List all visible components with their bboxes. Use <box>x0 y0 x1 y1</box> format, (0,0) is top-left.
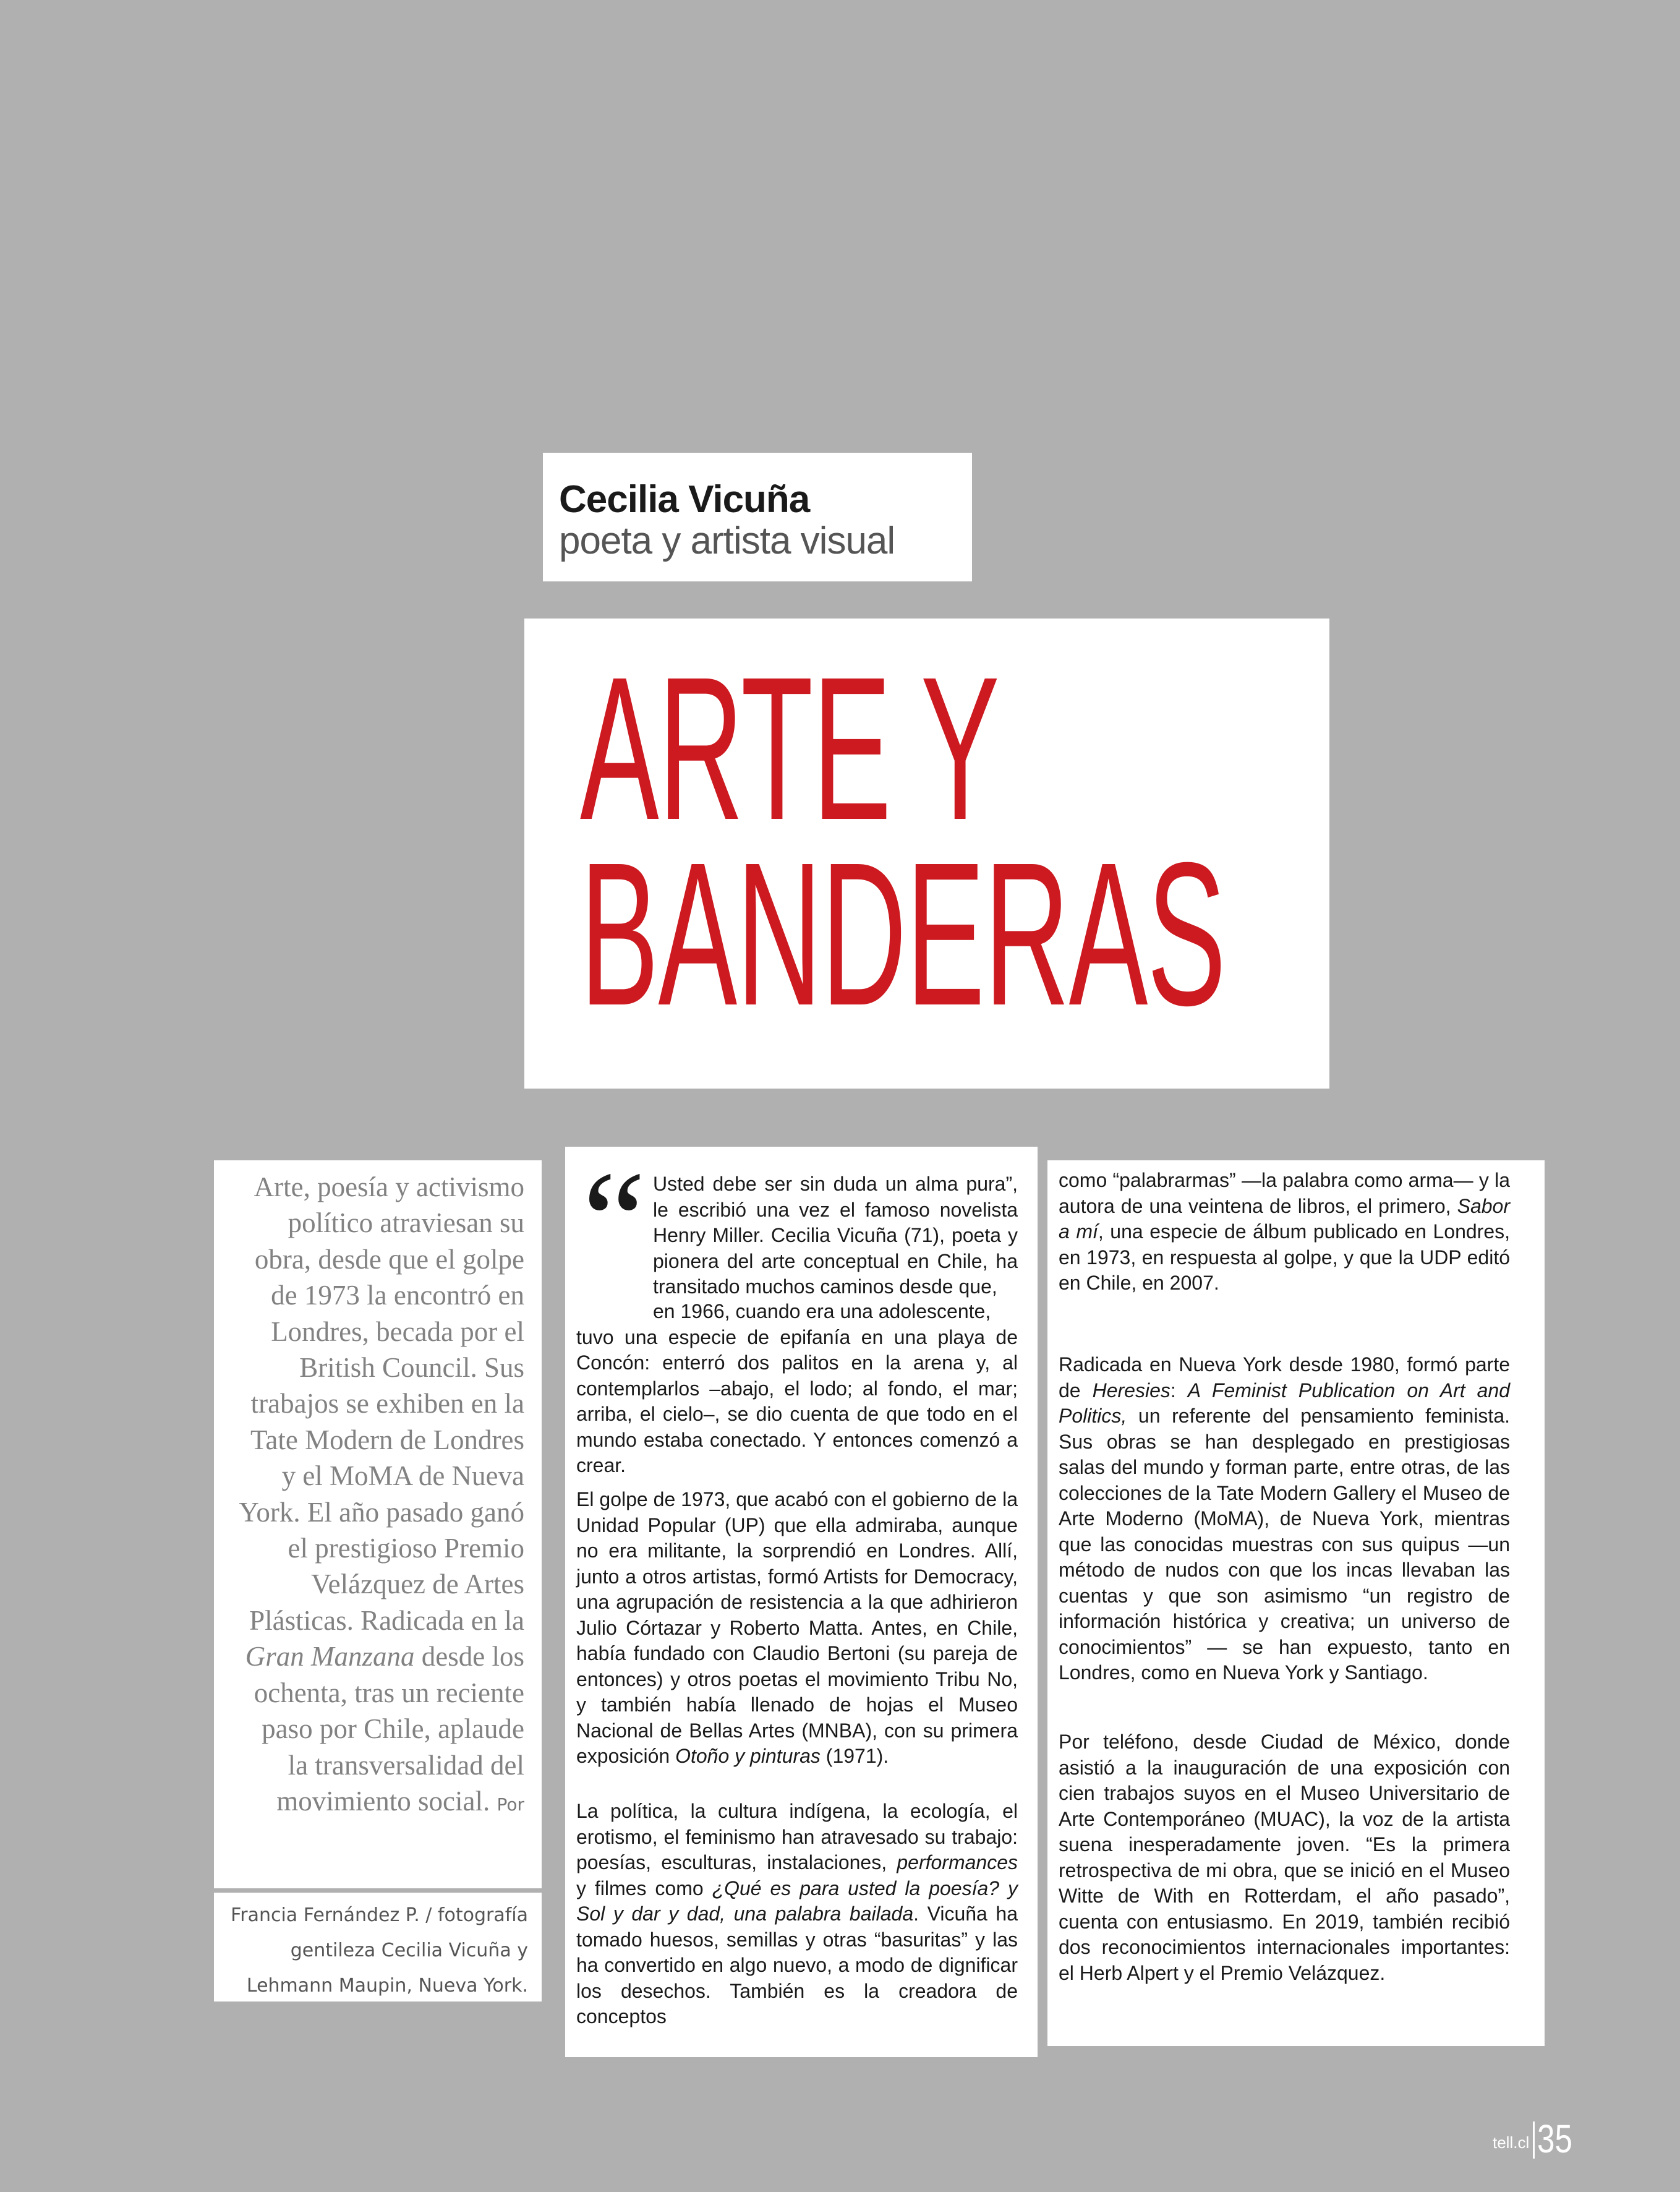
lead-paragraph <box>237 1169 524 1823</box>
byline-por: Por <box>497 1794 524 1815</box>
p2-italic: Otoño y pinturas <box>675 1745 821 1767</box>
quote-mark-icon: “ <box>582 1142 646 1299</box>
p3-text-2: y filmes como <box>576 1877 712 1899</box>
credit-line: gentileza Cecilia Vicuña y <box>290 1940 528 1961</box>
lead-card <box>214 1160 542 1888</box>
paragraph-1b-indent: en 1966, cuando era una adolescente, <box>653 1300 991 1322</box>
p3-text-3: . Vicuña ha tomado huesos, semillas y otras “basuritas” y las ha convertido en algo nuevo, a modo de dignificar los desechos. También es la creadora de conceptos <box>576 1903 1018 2027</box>
p5-colon: : <box>1170 1379 1188 1402</box>
page-footer <box>1493 2115 1581 2159</box>
p4-italic: Sabor a mí <box>1059 1194 1510 1243</box>
paragraph-6: Por teléfono, desde Ciudad de México, donde asistió a la inauguración de una exposición con cien trabajos suyos en el Museo Universitario de Arte Contemporáneo (MUAC), la voz de la artista suena inesperadamente joven. “Es la primera retrospectiva de mi obra, que se inició en el Museo Witte de With en Rotterdam, el año pasado”, cuenta con entusiasmo. En 2019, también recibió dos reconocimientos internacionales importantes: el Herb Alpert y el Premio Velázquez. <box>1059 1731 1510 1984</box>
p5-text-end: un referente del pensamiento feminista. Sus obras se han desplegado en prestigiosas salas del mundo y forman parte, entre otras, de las colecciones de la Tate Modern Gallery el Museo de Arte Moderno (MoMA), de Nueva York, mientras que las conocidas muestras con sus quipus —un método de nudos con que los incas llevaban las cuentas y que son asimismo “un registro de información histórica y creativa; un universo de conocimientos” — se han expuesto, tanto en Londres, como en Nueva York y Santiago. <box>1059 1405 1510 1684</box>
headline-line-2: BANDERAS <box>580 820 1226 1048</box>
paragraph-2 <box>576 1487 1018 1770</box>
article-column-2 <box>565 1142 1038 2057</box>
lead-text-italic: Gran Manzana <box>245 1641 415 1672</box>
paragraph-1b-text: tuvo una especie de epifanía en una playa de Concón: enterró dos palitos en la arena y, al contemplarlos –abajo, el lodo; al fondo, el mar; arriba, el cielo–, se dio cuenta de que todo en el mundo estaba conectado. Y entonces comenzó a crear. <box>576 1325 1018 1476</box>
credit-line: Lehmann Maupin, Nueva York. <box>246 1975 528 1997</box>
paragraph-1a: Usted debe ser sin duda un alma pura”, le escribió una vez el famoso novelista Henry Miller. Cecilia Vicuña (71), poeta y pionera del arte conceptual en Chile, ha transitado muchos caminos desde que, <box>653 1173 1018 1298</box>
p4-text: como “palabrarmas” —la palabra como arma— y la autora de una veintena de libros, el primero, <box>1059 1169 1510 1217</box>
headline-line-1: ARTE Y <box>580 634 999 862</box>
photo-credit <box>214 1898 528 2003</box>
p3-italic-1: performances <box>897 1851 1018 1873</box>
footer-divider <box>1533 2121 1535 2159</box>
footer-site: tell.cl <box>1493 2133 1530 2152</box>
name-card <box>543 453 972 581</box>
credit-card <box>214 1893 542 2001</box>
paragraph-5 <box>1059 1352 1510 1686</box>
person-name: Cecilia Vicuña <box>559 478 810 521</box>
p3-text: La política, la cultura indígena, la ecología, el erotismo, el feminismo han atravesado su trabajo: poesías, esculturas, instalaciones, <box>576 1800 1018 1873</box>
page-number: 35 <box>1537 2117 1573 2161</box>
p3-italic-2: ¿Qué es para usted la poesía? y Sol y dar y dad, una palabra bailada <box>576 1877 1018 1925</box>
credit-line: Francia Fernández P. / fotografía <box>231 1904 528 1926</box>
headline-card <box>524 619 1329 1089</box>
p5-italic-2: A Feminist Publication on Art and Politics, <box>1059 1379 1511 1427</box>
p5-text: Radicada en Nueva York desde 1980, formó parte de <box>1059 1353 1510 1402</box>
lead-text-2: desde los ochenta, tras un reciente paso por Chile, aplaude la transversalidad del movimiento social. <box>254 1641 524 1817</box>
lead-text-1: Arte, poesía y activismo político atraviesan su obra, desde que el golpe de 1973 la encontró en Londres, becada por el British Council. Sus trabajos se exhiben en la Tate Modern de Londres y el MoMA de Nueva York. El año pasado ganó el prestigioso Premio Velázquez de Artes Plásticas. Radicada en la <box>239 1171 524 1636</box>
paragraph-3 <box>576 1799 1018 2030</box>
p2-text-end: (1971). <box>820 1745 889 1767</box>
p2-text: El golpe de 1973, que acabó con el gobierno de la Unidad Popular (UP) que ella admiraba, aunque no era militante, la sorprendió en Londres. Allí, junto a otros artistas, formó Artists for Democracy, una agrupación de resistencia a la que adhirieron Julio Córtazar y Roberto Matta. Antes, en Chile, había fundado con Claudio Bertoni (su pareja de entonces) y otros poetas el movimiento Tribu No, y también había llenado de hojas el Museo Nacional de Bellas Artes (MNBA), con su primera exposición <box>576 1488 1018 1767</box>
p4-text-end: , una especie de álbum publicado en Londres, en 1973, en respuesta al golpe, y que la UDP editó en Chile, en 2007. <box>1059 1220 1511 1294</box>
paragraph-4 <box>1059 1168 1510 1296</box>
person-role: poeta y artista visual <box>559 520 895 562</box>
paragraph-1b <box>576 1299 1018 1479</box>
p5-italic: Heresies <box>1092 1379 1170 1402</box>
article-column-3 <box>1047 1160 1545 2046</box>
